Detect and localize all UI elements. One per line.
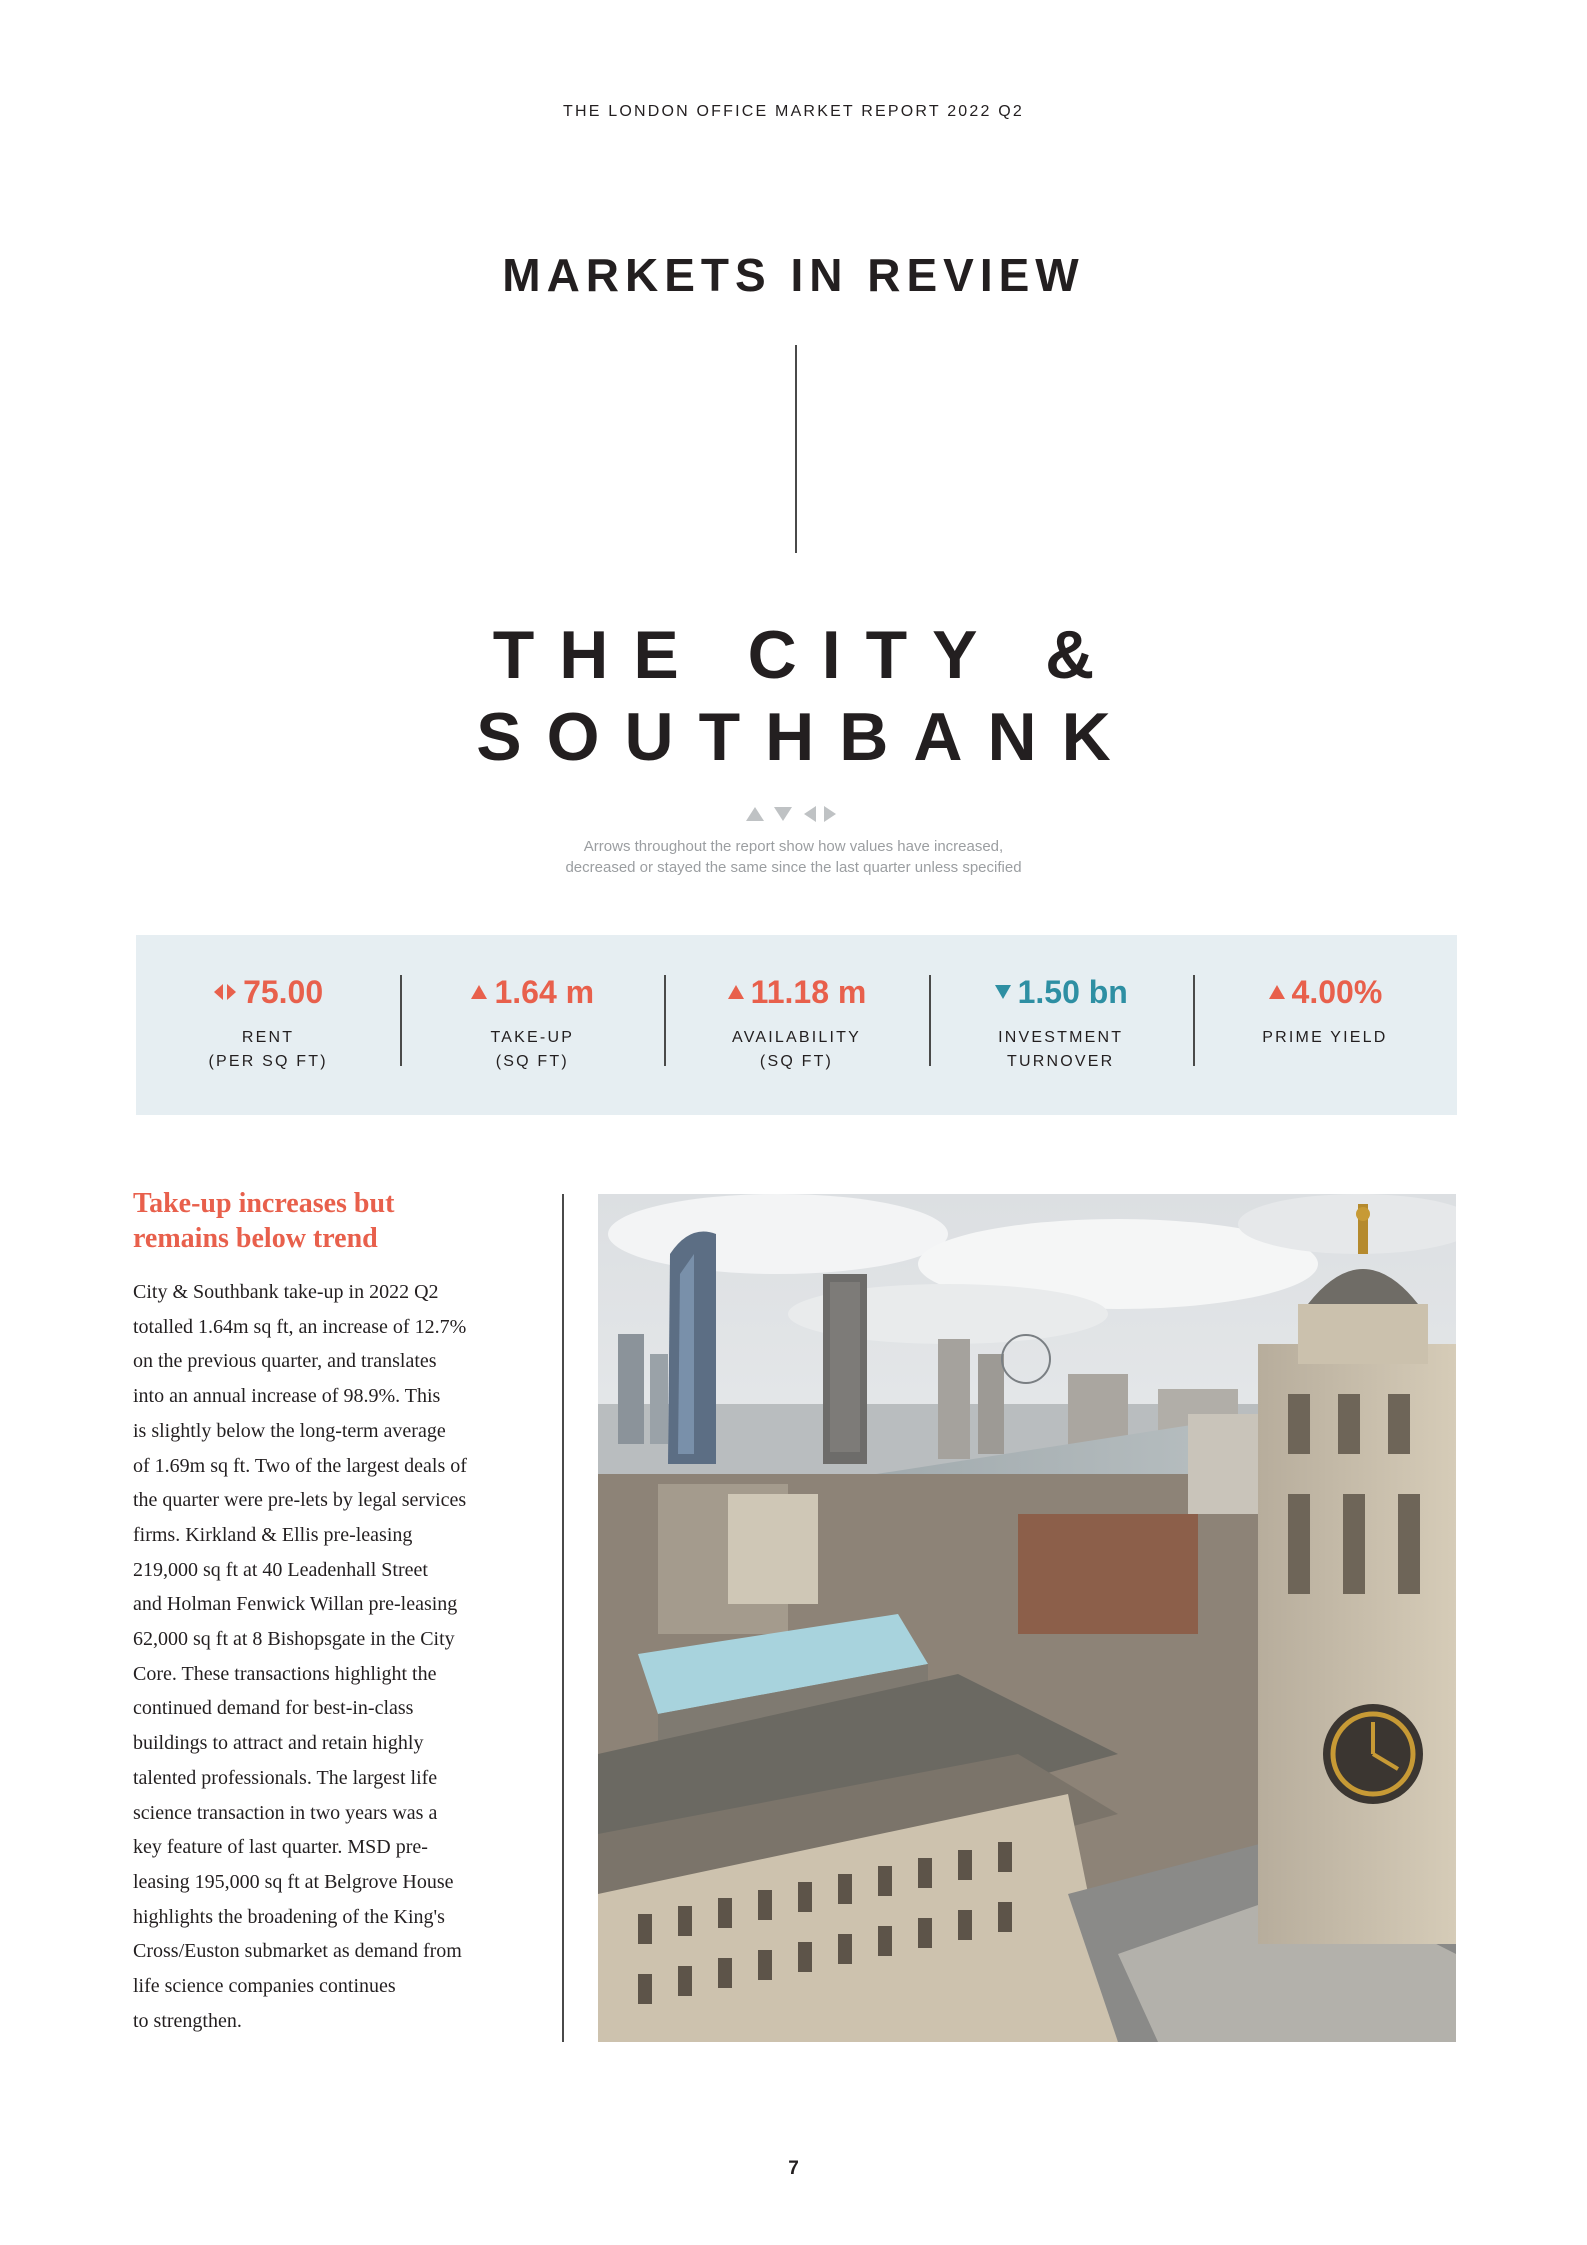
stat-value: 1.50 bn [1017,973,1128,1010]
stat-label: RENT [241,1029,295,1046]
body-line: totalled 1.64m sq ft, an increase of 12.7% [133,1315,467,1338]
body-line: leasing 195,000 sq ft at Belgrove House [133,1870,454,1893]
article-heading-line2: remains below trend [133,1223,378,1254]
double-arrow-icon [804,806,836,822]
stat-rent [136,935,400,1115]
body-line: life science companies continues [133,1975,396,1998]
body-line: is slightly below the long-term average [133,1419,446,1442]
stat-label: PRIME YIELD [1262,1029,1388,1046]
stat-value: 75.00 [243,973,324,1010]
stat-label: TAKE-UP [490,1029,575,1046]
stat-sublabel: TURNOVER [1007,1053,1115,1070]
stat-take-up [400,935,664,1115]
body-line: Cross/Euston submarket as demand from [133,1940,462,1963]
section-title: MARKETS IN REVIEW [502,249,1085,301]
body-line: and Holman Fenwick Willan pre-leasing [133,1593,458,1616]
triangle-up-icon [470,984,488,1000]
region-title [0,614,1587,778]
stat-value: 11.18 m [750,973,867,1010]
body-line: to strengthen. [133,2009,242,2032]
legend-note [0,836,1587,878]
vertical-rule [795,345,797,553]
stat-label: AVAILABILITY [732,1029,861,1046]
body-line: buildings to attract and retain highly [133,1732,424,1755]
stat-sublabel: (PER SQ FT) [208,1053,328,1070]
body-line: on the previous quarter, and translates [133,1350,437,1373]
body-line: continued demand for best-in-class [133,1697,414,1720]
running-header: THE LONDON OFFICE MARKET REPORT 2022 Q2 [562,103,1024,120]
stat-availability [664,935,928,1115]
column-divider [562,1194,564,2042]
body-line: science transaction in two years was a [133,1801,438,1824]
stat-sublabel: (SQ FT) [759,1053,834,1070]
stat-prime-yield [1193,935,1457,1115]
stats-band [136,935,1457,1115]
stat-label: INVESTMENT [998,1029,1124,1046]
stat-sublabel: (SQ FT) [495,1053,569,1070]
stat-value: 4.00% [1291,973,1383,1010]
body-line: firms. Kirkland & Ellis pre-leasing [133,1523,413,1546]
region-title-line2: SOUTHBANK [476,699,1136,775]
body-line: of 1.69m sq ft. Two of the largest deals of [133,1454,467,1477]
body-line: the quarter were pre-lets by legal services [133,1489,467,1512]
triangle-down-icon [774,807,792,821]
body-line: highlights the broadening of the King's [133,1905,445,1928]
triangle-up-icon [746,807,764,821]
triangle-up-icon [727,984,745,1000]
stat-value: 1.64 m [494,973,595,1010]
legend-note-line2: decreased or stayed the same since the last quarter unless specified [565,859,1022,876]
double-arrow-icon [213,983,237,1001]
article-heading-line1: Take-up increases but [133,1188,395,1219]
legend-arrows [0,804,1587,829]
triangle-down-icon [994,984,1012,1000]
body-line: Core. These transactions highlight the [133,1662,437,1685]
body-line: City & Southbank take-up in 2022 Q2 [133,1281,439,1303]
body-line: talented professionals. The largest life [133,1766,438,1789]
triangle-up-icon [1268,984,1286,1000]
body-line: 219,000 sq ft at 40 Leadenhall Street [133,1558,428,1581]
article-heading [133,1186,533,1256]
region-title-line1: THE CITY & [492,617,1120,693]
legend-note-line1: Arrows throughout the report show how values have increased, [583,838,1004,855]
stat-investment-turnover [929,935,1193,1115]
body-line: key feature of last quarter. MSD pre- [133,1836,428,1859]
article-body [133,1275,543,2038]
body-line: 62,000 sq ft at 8 Bishopsgate in the City [133,1628,455,1651]
city-skyline-photo [598,1194,1456,2042]
body-line: into an annual increase of 98.9%. This [133,1385,441,1408]
page-number: 7 [788,2158,799,2179]
